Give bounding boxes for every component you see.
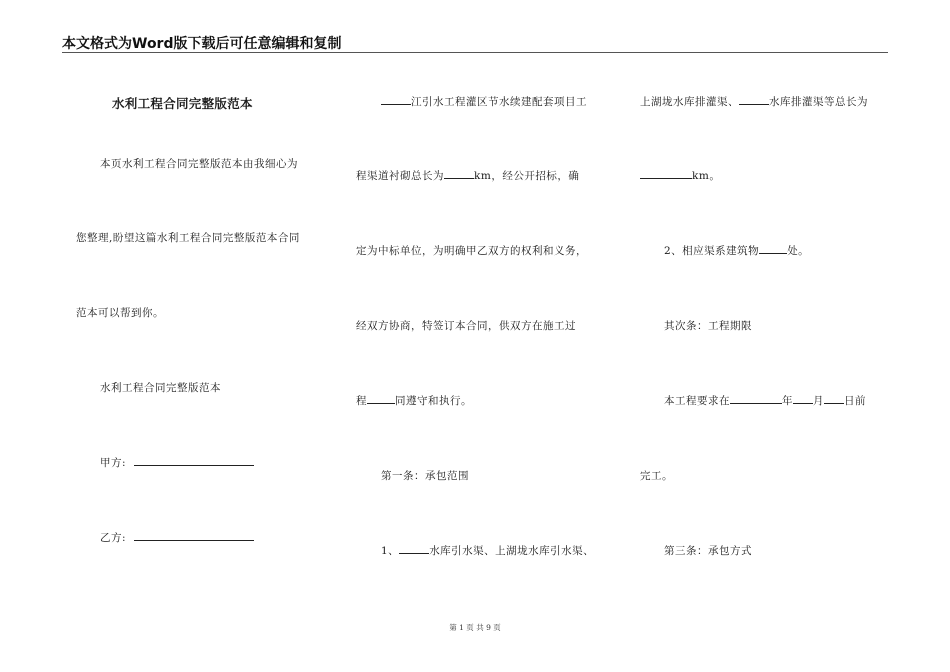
column-left: [76, 0, 326, 672]
article-3-heading: 第三条：承包方式: [664, 545, 752, 557]
page-number: 第 1 页 共 9 页: [449, 623, 501, 632]
article-1-heading: 第一条：承包范围: [381, 470, 469, 482]
para-line-2-text-b: km，经公开招标，确: [474, 170, 580, 182]
document-header: 本文格式为Word版下载后可任意编辑和复制: [62, 36, 342, 52]
para-line-2-text-a: 程渠道衬砌总长为: [356, 170, 444, 182]
article-2-heading: 其次条：工程期限: [664, 320, 752, 332]
blank-reservoir-2: [739, 94, 769, 105]
right-line-1: [640, 94, 868, 109]
item-1-number: 1、: [381, 545, 400, 557]
party-b-blank: [134, 530, 254, 541]
right-line-2-text: km。: [692, 170, 721, 182]
item-1-text: 水库引水渠、上湖垅水库引水渠、: [429, 545, 595, 557]
para-line-5-text-a: 程: [356, 395, 367, 407]
blank-reservoir-1: [399, 543, 429, 554]
para-line-1: [381, 94, 587, 109]
party-a-blank: [134, 455, 254, 466]
deadline-year-label: 年: [782, 395, 793, 407]
deadline-day-label: 日前: [844, 395, 866, 407]
subtitle: 水利工程合同完整版范本: [100, 382, 221, 394]
blank-total-length: [444, 168, 474, 179]
blank-river-name: [381, 94, 411, 105]
party-b-label: 乙方:: [100, 532, 127, 544]
right-line-2: [640, 168, 720, 183]
right-line-3-text-a: 2、相应渠系建筑物: [664, 245, 760, 257]
blank-process: [367, 393, 395, 404]
right-line-1-text-b: 水库排灌渠等总长为: [769, 96, 868, 108]
para-line-5-text-b: 同遵守和执行。: [395, 395, 472, 407]
para-line-1-text: 江引水工程灌区节水续建配套项目工: [411, 96, 587, 108]
blank-total-km: [640, 168, 692, 179]
para-line-5: [356, 393, 472, 408]
blank-structures-count: [759, 243, 787, 254]
intro-line-1: 本页水利工程合同完整版范本由我细心为: [100, 158, 298, 170]
para-line-3: 定为中标单位，为明确甲乙双方的权利和义务，: [356, 245, 587, 257]
column-right: [640, 0, 890, 672]
item-1: [381, 543, 594, 558]
blank-month: [793, 393, 813, 404]
para-line-4: 经双方协商，特签订本合同，供双方在施工过: [356, 320, 576, 332]
blank-year: [730, 393, 782, 404]
deadline-month-label: 月: [813, 395, 824, 407]
right-line-3-text-b: 处。: [787, 245, 810, 257]
party-b-line: [100, 530, 254, 545]
right-line-1-text-a: 上湖垅水库排灌渠、: [640, 96, 739, 108]
right-line-5: [664, 393, 866, 408]
intro-line-2: 您整理,盼望这篇水利工程合同完整版范本合同: [76, 232, 300, 244]
right-line-3: [664, 243, 809, 258]
blank-day: [824, 393, 844, 404]
column-middle: [356, 0, 612, 672]
party-a-label: 甲方:: [100, 457, 127, 469]
right-line-6: 完工。: [640, 470, 673, 482]
document-title: 水利工程合同完整版范本: [112, 96, 253, 111]
party-a-line: [100, 455, 254, 470]
intro-line-3: 范本可以帮到你。: [76, 307, 164, 319]
para-line-2: [356, 168, 579, 183]
deadline-text-a: 本工程要求在: [664, 395, 730, 407]
